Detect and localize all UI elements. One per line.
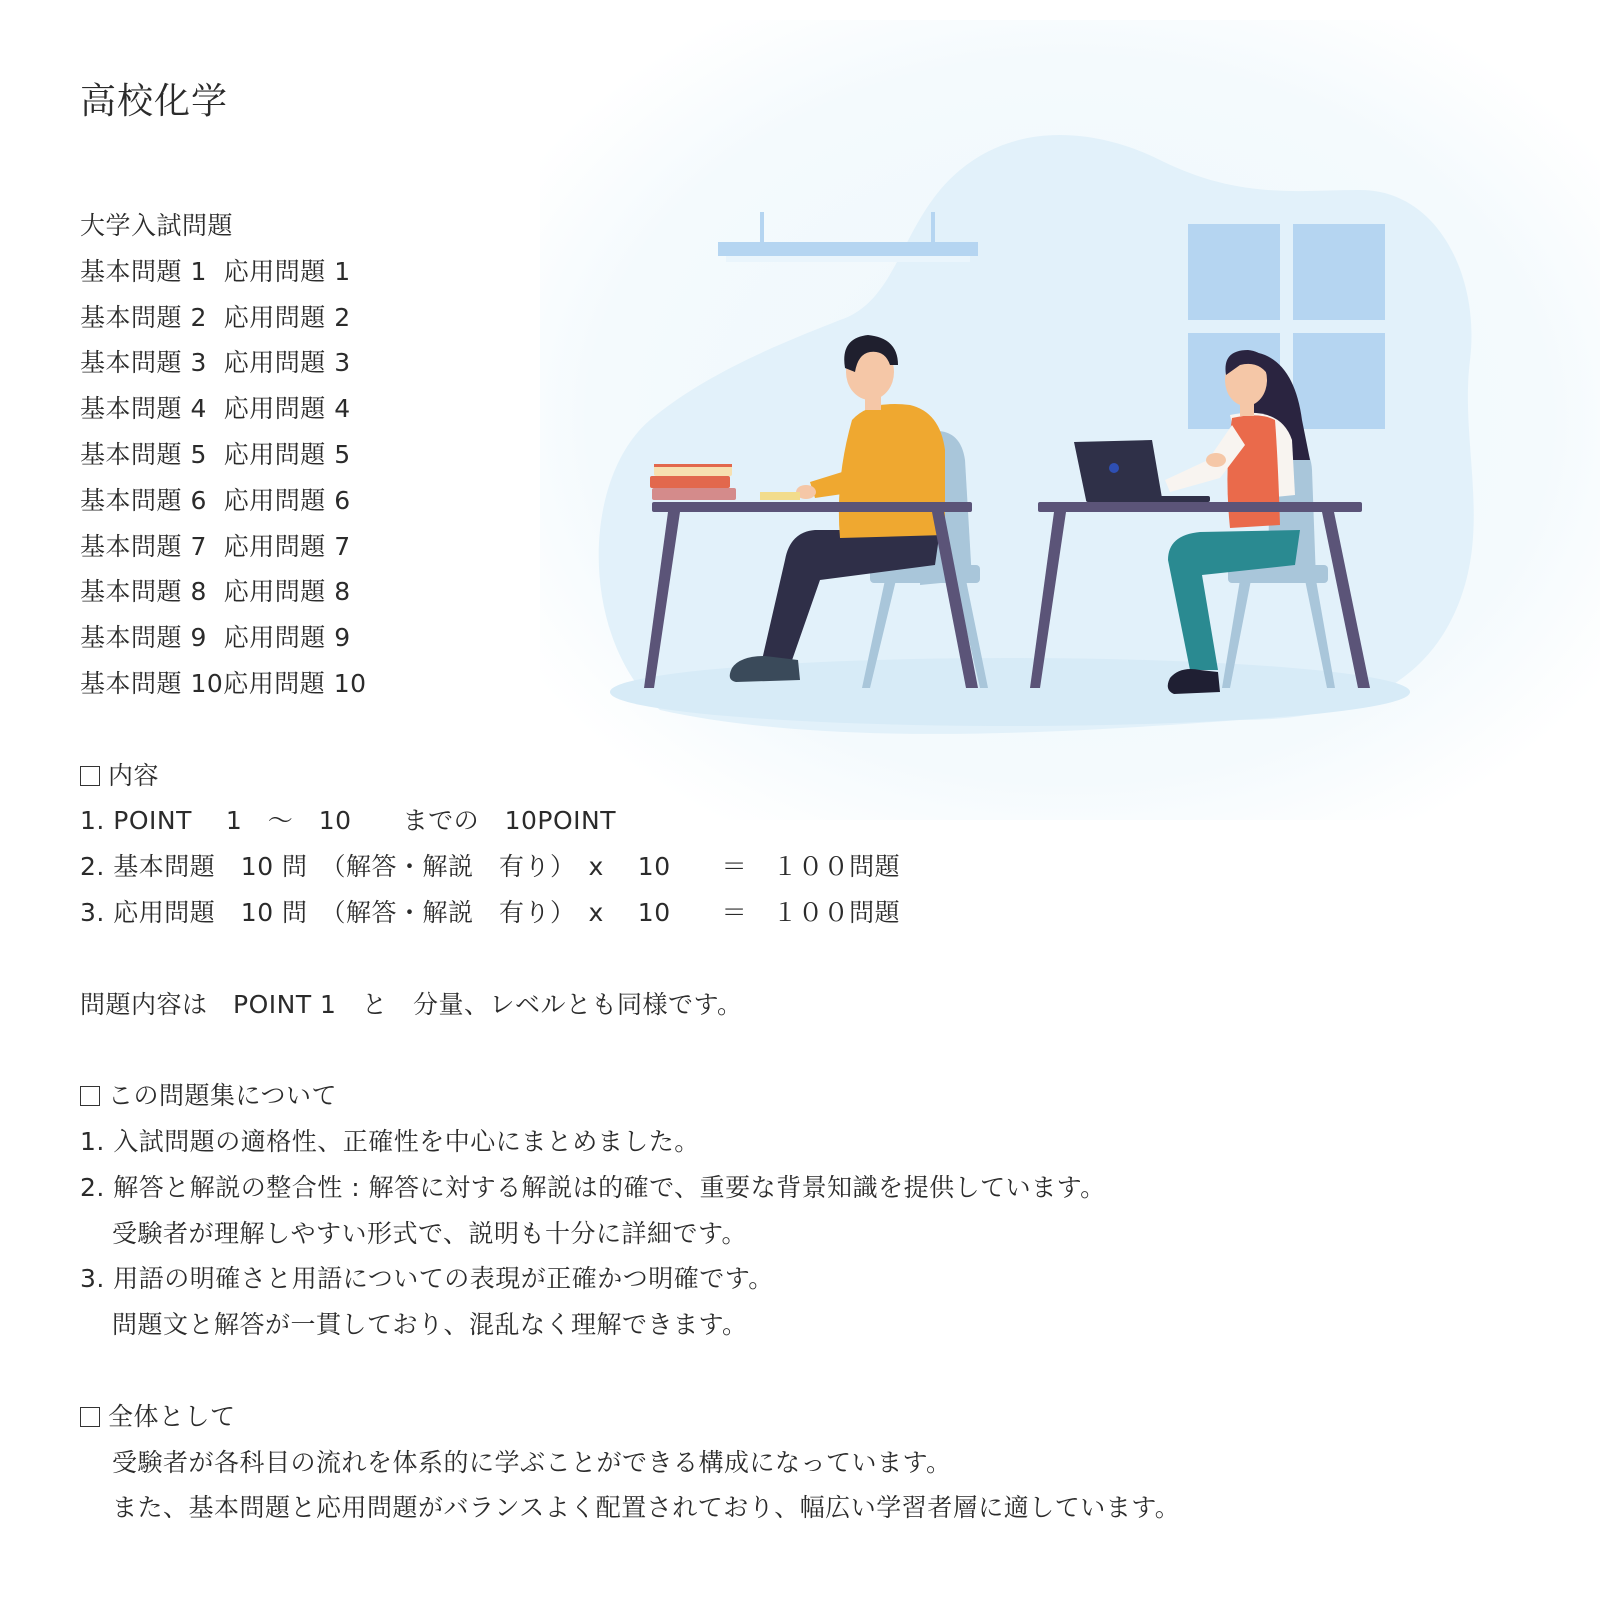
problem-row: [80, 478, 1560, 524]
contents-heading-label: 内容: [108, 760, 160, 790]
checkbox-square-icon: [80, 1407, 100, 1427]
basic-problem: 基本問題 7: [80, 531, 207, 561]
checkbox-square-icon: [80, 1086, 100, 1106]
basic-problem: 基本問題 3: [80, 348, 207, 378]
applied-problem: 応用問題 5: [223, 439, 351, 469]
basic-problem: 基本問題 6: [80, 485, 207, 515]
problem-row: [80, 569, 1560, 615]
contents-heading: [80, 753, 1560, 799]
spacer: [80, 936, 1560, 982]
contents-item: 2. 基本問題 10 問 （解答・解説 有り） x 10 ＝ １００問題: [80, 852, 901, 882]
page-title: 高校化学: [80, 81, 229, 122]
problem-row: [80, 249, 1560, 295]
applied-problem: 応用問題 4: [223, 394, 351, 424]
overall-line: 受験者が各科目の流れを体系的に学ぶことができる構成になっています。: [112, 1447, 952, 1477]
basic-problem: 基本問題 10: [80, 668, 224, 698]
basic-problem: 基本問題 2: [80, 302, 207, 332]
about-line: 3. 用語の明確さと用語についての表現が正確かつ明確です。: [80, 1264, 774, 1294]
checkbox-square-icon: [80, 766, 100, 786]
basic-problem: 基本問題 5: [80, 439, 207, 469]
problem-row: [80, 432, 1560, 478]
basic-problem: 基本問題 8: [80, 577, 207, 607]
applied-problem: 応用問題 8: [223, 577, 351, 607]
basic-problem: 基本問題 4: [80, 394, 207, 424]
applied-problem: 応用問題 3: [223, 348, 351, 378]
header-label: 大学入試問題: [80, 211, 234, 240]
applied-problem: 応用問題 2: [223, 302, 351, 332]
problem-row: [80, 386, 1560, 432]
about-heading: [80, 1073, 1560, 1119]
problem-row: [80, 615, 1560, 661]
basic-problem: 基本問題 9: [80, 623, 207, 653]
overall-heading: [80, 1394, 1560, 1440]
about-line: 2. 解答と解説の整合性 : 解答に対する解説は的確で、重要な背景知識を提供しています。: [80, 1172, 1106, 1202]
applied-problem: 応用問題 7: [223, 531, 351, 561]
overall-line: また、基本問題と応用問題がバランスよく配置されており、幅広い学習者層に適しています。: [112, 1493, 1181, 1523]
about-line: 受験者が理解しやすい形式で、説明も十分に詳細です。: [112, 1218, 748, 1248]
spacer: [80, 1027, 1560, 1073]
spacer: [80, 1348, 1560, 1394]
problem-row: [80, 295, 1560, 341]
problem-row: [80, 340, 1560, 386]
note-text: 問題内容は POINT 1 と 分量、レベルとも同様です。: [80, 989, 743, 1019]
applied-problem: 応用問題 9: [223, 623, 351, 653]
about-heading-label: この問題集について: [108, 1081, 338, 1111]
applied-problem: 応用問題 6: [223, 485, 351, 515]
spacer: [80, 707, 1560, 753]
problem-row: [80, 524, 1560, 570]
about-line: 1. 入試問題の適格性、正確性を中心にまとめました。: [80, 1126, 700, 1156]
applied-problem: 応用問題 1: [223, 256, 351, 286]
problem-list: [80, 249, 1560, 707]
problem-row: [80, 661, 1560, 707]
overall-heading-label: 全体として: [108, 1401, 236, 1431]
applied-problem: 応用問題 10: [223, 668, 367, 698]
about-line: 問題文と解答が一貫しており、混乱なく理解できます。: [112, 1310, 748, 1340]
contents-item: 3. 応用問題 10 問 （解答・解説 有り） x 10 ＝ １００問題: [80, 897, 901, 927]
main-content: [80, 203, 1560, 1531]
contents-item: 1. POINT 1 ～ 10 までの 10POINT: [80, 806, 616, 836]
basic-problem: 基本問題 1: [80, 256, 207, 286]
